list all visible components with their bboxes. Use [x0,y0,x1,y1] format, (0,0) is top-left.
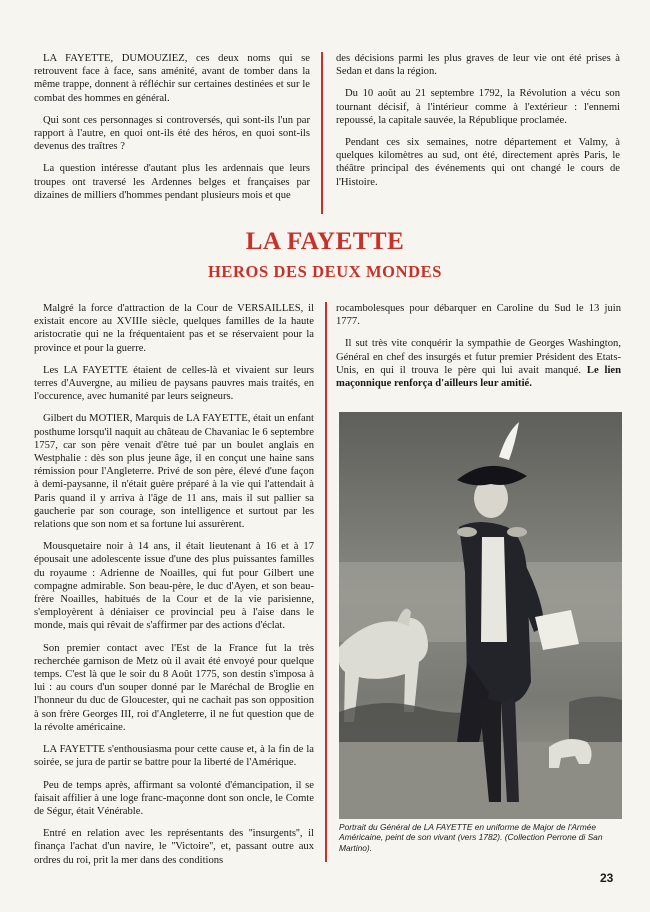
intro-paragraph: LA FAYETTE, DUMOUZIEZ, ces deux noms qui se retrouvent face à face, sans aménité, avant de tomber dans la même trappe, donnent à réfléchir sur certaines destinées et sur le combat des hommes en général. [34,53,310,104]
intro-paragraph: La question intéresse d'autant plus les ardennais que leurs troupes ont traversé les Ardennes belges et françaises par dizaines de milliers d'hommes pendant plusieurs mois et que [34,163,310,201]
body-paragraph: Malgré la force d'attraction de la Cour de VERSAILLES, il existait encore au XVIIIe siècle, quelques familles de la haute aristocratie qui ne la fréquentaient pas et se réservaient pour la province et pour la guerre. [34,303,314,354]
portrait-illustration [339,412,622,819]
intro-right-column [336,52,620,198]
main-left-column [34,302,314,876]
body-paragraph: LA FAYETTE s'enthousiasma pour cette cause et, à la fin de la soirée, se jura de partir se battre pour la liberté de l'Amérique. [34,744,314,769]
intro-paragraph: Qui sont ces personnages si controversés, qui sont-ils l'un par rapport à l'autre, en quoi ont-ils été des héros, en quoi sont-ils devenus des traîtres ? [34,114,310,153]
column-divider [321,52,323,214]
article-title: LA FAYETTE [245,228,405,255]
article-subtitle: HEROS DES DEUX MONDES [207,262,442,281]
intro-paragraph: Du 10 août au 21 septembre 1792, la Révolution a vécu son tournant décisif, à l'intérieur comme à l'extérieur : l'ennemi repoussé, la capitale sauvée, la République proclamée. [336,88,620,126]
body-paragraph: rocambolesques pour débarquer en Caroline du Sud le 13 juin 1777. [336,303,621,328]
body-paragraph: Gilbert du MOTIER, Marquis de LA FAYETTE, était un enfant posthume lorsqu'il naquit au château de Chavaniac le 6 septembre 1757, car son père venait d'être tué par un boulet anglais en Westphalie : dès son plus jeune âge, il en conçut une haine sans rémission pour l'Angleterre. Privé de son père, élevé d'une façon à demi-paysanne, il n'était guère préparé à la vie qui l'attendait à Paris quand il y arriva à l'âge de 11 ans, mais il sut pallier sa gaucherie par son courage, son intelligence et surtout par les relations que son nom et sa fortune lui assurèrent. [34,413,314,531]
lafayette-portrait-image [339,412,622,819]
portrait-caption: Portrait du Général de LA FAYETTE en uniforme de Major de l'Armée Américaine, peint de son vivant (vers 1782). (Collection Perrone di San Martino). [339,822,603,853]
intro-left-column [34,52,310,211]
page-number: 23 [600,871,614,885]
body-text: Il sut très vite conquérir la sympathie de Georges Washington, Général en chef des insurgés et futur premier Président des Etats-Unis, en qui il trouva le père qui lui avait manqué. [336,338,621,376]
bold-sentence: Le lien maçonnique renforça d'ailleurs leur amitié. [336,364,621,390]
intro-paragraph: Pendant ces six semaines, notre département et Valmy, à quelques kilomètres au sud, ont été, directement après Paris, le théâtre principal des événements qui ont changé le cours de l'Histoire. [336,137,620,188]
body-paragraph: Son premier contact avec l'Est de la France fut la très recherchée garnison de Metz où il avait été envoyé pour quelque temps. C'est là que le soir du 8 Août 1775, son destin s'imposa à lui : au cours d'un souper donné par le Maréchal de Broglie en l'honneur du duc de Gloucester, qui ne cachait pas son opposition à son frère Georges III, roi d'Angleterre, il ne fut question que de la révolte américaine. [34,642,314,733]
body-paragraph [336,337,621,390]
body-paragraph: Les LA FAYETTE étaient de celles-là et vivaient sur leurs terres d'Auvergne, au milieu de paysans pauvres mais traités, en l'occurence, avec humanité par leurs seigneurs. [34,364,314,403]
main-right-column [336,302,621,399]
body-paragraph: Peu de temps après, affirmant sa volonté d'émancipation, il se faisait affilier à une loge franc-maçonne dont son oncle, le Comte de Ségur, était Vénérable. [34,779,314,817]
column-divider [325,302,327,862]
body-paragraph: Mousquetaire noir à 14 ans, il était lieutenant à 16 et à 17 épousait une adolescente issue d'une des plus puissantes familles du royaume : Adrienne de Noailles, qui fut pour Gilbert une compagne admirable. Son beau-père, le duc d'Ayen, et son beau-frère Noailles, habitués de la Cour et de la vie parisienne, s'employèrent à déniaiser ce provincial peu à l'aise dans le monde, mais qui rêvait de s'affirmer par des actions d'éclat. [34,541,314,632]
body-paragraph: Entré en relation avec les représentants des ''insurgents'', il finança l'achat d'un navire, le ''Victoire'', et, passant outre aux ordres du roi, prit la mer dans des conditions [34,828,314,866]
intro-paragraph: des décisions parmi les plus graves de leur vie ont été prises à Sedan et dans la région. [336,53,620,78]
